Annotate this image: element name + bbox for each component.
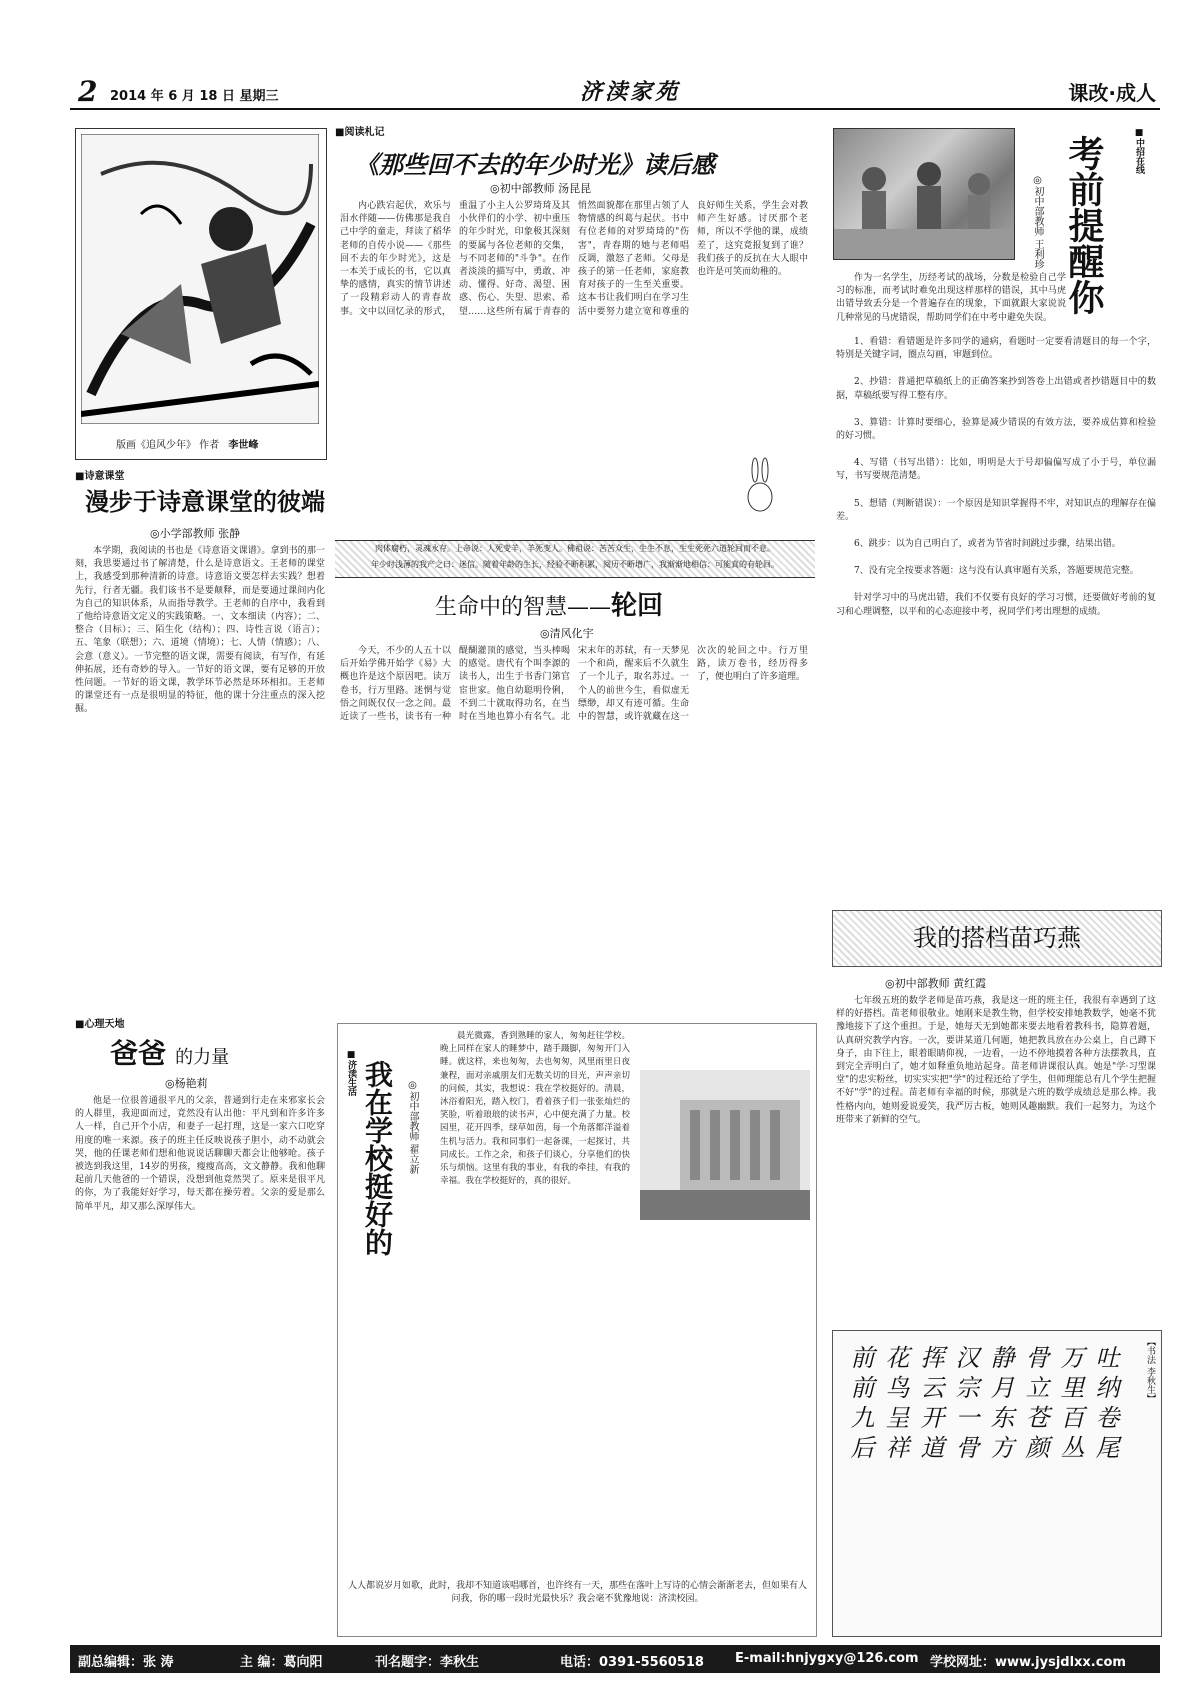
woodcut-frame [75, 128, 327, 460]
calligraphy-column: 花鸟呈祥 [881, 1345, 909, 1465]
wisdom-body: 今天，不少的人五十以后开始学佛开始学《易》大概也许是这个原因吧。读万卷书，行万里路。迷惘与觉悟之间既仅仅一念之间。最近读了一些书，读书有一种醍醐灌顶的感觉，当头棒喝的感觉。唐代有个叫李源的读书人，出生于书香门第官宦世家。他自幼聪明伶俐，不到二十就取得功名，在当时在当地也算小有名气。北宋末年的苏轼，有一天梦见一个和尚，醒来后不久就生了一个儿子，取名苏过。一个人的前世今生，看似虚无缥缈，却又有迹可循。生命中的智慧，或许就藏在这一次次的轮回之中。行万里路，读万卷书，经历得多了，便也明白了许多道理。 [340, 646, 808, 723]
exam-tip: 6、跳步：以为自己明白了，或者为节省时间跳过步骤，结果出错。 [854, 539, 1121, 550]
calligraphy-columns [843, 1345, 1123, 1625]
readnote-byline: ◎初中部教师 汤昆昆 [490, 182, 592, 195]
family-title-rest: 的力量 [175, 1047, 230, 1068]
quote-line-2: 年少时浅薄的我产之曰：迷信。随着年龄的生长，经验不断积累，阅历不断增广，我渐渐地相信：可能真的有轮回。 [371, 560, 779, 569]
rabbit-icon [730, 455, 790, 515]
exam-tip: 3、算错：计算时要细心，验算是减少错误的有效方法，要养成估算和检验的好习惯。 [836, 417, 1156, 442]
readnote-body: 内心跌宕起伏，欢乐与泪水伴随——仿佛那是我自己中学的童走，拜读了稻华老师的自传小说——《那些回不去的年少时光》，这是一本关于成长的书，它以真挚的感情，真实的情节讲述了一段精彩动人的青春故事。文中以回忆录的形式，重温了小主人公罗琦琦及其小伙伴们的小学、初中重压的年少时光，印象极其深刻的要属与各位老师的交集，与不同老师的"斗争"。在作者淡淡的描写中，勇敢、冲动、懂得、好奇、渴望、困惑、伤心、失望、思索、希望……这些所有属于青春的悄然面貌都在那里占领了人物情感的纠葛与起伏。书中有位老师的对罗琦琦的"伤害"，青春期的她与老师唱反调，激怒了老师。父母是孩子的第一任老师，家庭教育对孩子的一生至关重要。这本书让我们明白在学习生活中要努力建立宽和尊重的良好师生关系，学生会对教师产生好感。讨厌那个老师，所以不学他的课，成绩差了，这究竟报复到了谁？我们孩子的反抗在大人眼中也许是可笑而幼稚的。 [340, 201, 808, 317]
family-title [110, 1032, 229, 1072]
calligraphy-column: 吐纳卷尾 [1091, 1345, 1119, 1465]
footer-chief: 主 编：葛向阳 [240, 1655, 323, 1670]
exam-tips [836, 336, 1156, 906]
exam-tip: 4、写错（书写出错）：比如，明明是大于号却偏偏写成了小于号，单位漏写，书写要规范清楚。 [836, 458, 1156, 482]
calligraphy-column: 汉宗一骨 [951, 1345, 979, 1465]
exam-outro: 针对学习中的马虎出错，我们不仅要有良好的学习习惯，还要做好考前的复习和心理调整，以平和的心态迎接中考，祝同学们考出理想的成绩。 [836, 593, 1156, 617]
exam-photo [833, 128, 1015, 260]
footer-editor: 副总编辑：张 涛 [78, 1655, 174, 1670]
calligraphy-column: 万里百丛 [1056, 1345, 1084, 1465]
exam-tip: 5、想错（判断错误）：一个原因是知识掌握得不牢，对知识点的理解存在偏差。 [836, 498, 1156, 522]
woodcut-caption: 版画《追风少年》 作者 李世峰 [116, 440, 259, 451]
calligraphy-frame [832, 1330, 1162, 1637]
calligraphy-column: 前前九后 [846, 1345, 874, 1465]
issue-date: 2014 年 6 月 18 日 星期三 [110, 89, 279, 104]
calligraphy-tag: 【书法 李秋生】 [1145, 1337, 1155, 1403]
header-rule [70, 108, 1160, 110]
campus-title: 我在学校挺好的 [361, 1060, 394, 1256]
rabbit-illustration [730, 455, 790, 515]
exam-vtag: ■中招在线 [1134, 128, 1144, 174]
exam-tip: 2、抄错：普通把草稿纸上的正确答案抄到答卷上出错或者抄错题目中的数据，草稿纸要写得工整有序。 [836, 377, 1156, 401]
campus-poem: 人人都说岁月如歌，此时，我却不知道该唱哪首，也许终有一天，那些在落叶上写诗的心情会渐渐老去，但如果有人问我，你的哪一段时光最快乐？我会毫不犹豫地说：济渎校园。 [347, 1581, 807, 1605]
section-title: 课改·成人 [1068, 81, 1156, 105]
school-building-image [640, 1070, 810, 1220]
quote-band [335, 540, 815, 578]
exam-tip: 1、看错：看错题是许多同学的通病，看题时一定要看清题目的每一个字，特别是关键字词，圈点勾画，审题到位。 [836, 337, 1156, 361]
calligraphy-column: 静月东方 [986, 1345, 1014, 1465]
page-number: 2 [78, 75, 98, 108]
woodcut-author: 李世峰 [228, 440, 259, 451]
poetry-body: 本学期，我阅读的书也是《诗意语文课谱》。拿到书的那一刻，我思要通过书了解清楚，什么是诗意语文。王老师的课堂上，我感受到那种清新的诗意。诗意语文要怎样去实践？想着先行，行者无疆。我们该书不是要颠释，而是要通过课间内化为自己的知识体系，从而指导教学。王老师的自序中，我看到了他给诗意语文定义的实践策略。一、文本细读（内容）；二、整合（目标）；三、陌生化（结构）；四、诗性言说（语言）；五、笔象（联想）；六、道境（情境）；七、人情（情感）；八、会意（意义）。一节完整的语文课，需要有阅读，有写作，有延伸拓展，还有奇妙的导入。一节好的语文课，要有足够的开放性问题。一节好的语文课，教学环节必然是环环相扣。王老师的课堂还有一点是很明显的特征，他的课十分注重点的深入挖掘。 [75, 546, 325, 715]
campus-photo [640, 1070, 810, 1220]
poetry-byline: ◎小学部教师 张静 [150, 527, 241, 540]
page-header [70, 75, 1160, 107]
exam-title: 考前提醒你 [1063, 135, 1105, 315]
footer-email: E-mail:hnjygxy@126.com [735, 1651, 919, 1666]
calligraphy-column: 骨立苍颜 [1021, 1345, 1049, 1465]
partner-body: 七年级五班的数学老师是苗巧燕，我是这一班的班主任，我很有幸遇到了这样的好搭档。苗老师很敬业。她刚来是教生物，但学校安排她教数学，她毫不犹豫地接下了这个重担。于是，她每天无到她都来要去地看着教科书，隐算着题，认真研究教学内容。一次，要讲某道几何题，她把教具放在办公桌上，自己蹲下身子，由下往上，眼着眼睛仰视，一边看，一边不停地摸着各种方法摆教具，直到完全弄明白了，她才如释重负地站起身。苗老师讲课很认真。她是"学·习型课堂"的忠实粉丝，切实实实把"学"的过程还给了学生，但师理能总有几个学生把握不好"学"的过程。苗老师有幸福的时候，那就是六班的数学成绩总是那么棒。我性格内向，她则爱说爱笑，我严厉古板，她则风趣幽默。我们一起努力，为这个班带来了新鲜的空气。 [836, 996, 1156, 1125]
partner-byline: ◎初中部教师 黄红霞 [885, 977, 987, 990]
partner-title-box [832, 910, 1162, 967]
wisdom-byline: ◎清风化宇 [540, 627, 594, 640]
partner-title: 我的搭档苗巧燕 [913, 924, 1081, 952]
family-body: 他是一位很普通很平凡的父亲，普通到行走在来邪家长会的人群里，我迎面而过，竟然没有认出他：平凡到和许多许多人一样，自己开个小店，和妻子一起打理，这是一家六口吃穿用度的唯一来源。孩子的班主任反映说孩子胆小，动不动就会哭，他的任课老师们想和他说说话聊聊天都会让他够呛。孩子被选到我这里，14岁的男孩，瘦瘦高高，文文静静。我和他聊起前几天他爸的一个错误，没想到他竟然哭了。原来是很平凡的你，为了我能好好学习，每天都在操劳着。父亲的爱是那么简单平凡，却又那么深厚伟大。 [75, 1096, 325, 1212]
family-byline: ◎杨艳莉 [165, 1077, 208, 1090]
poetry-title: 漫步于诗意课堂的彼端 [85, 487, 325, 516]
footer-phone: 电话：0391-5560518 [560, 1655, 704, 1670]
exam-intro: 作为一名学生，历经考试的战场，分数是检验自己学习的标准，而考试时难免出现这样那样的错误，其中马虎出错导致丢分是一个普遍存在的现象，下面就跟大家说说几种常见的马虎错误，帮助同学们在中考中避免失误。 [836, 273, 1066, 323]
calligraphy-column: 挥云开道 [916, 1345, 944, 1465]
family-title-big: 爸爸 [110, 1037, 167, 1070]
readnote-title: 《那些回不去的年少时光》读后感 [355, 150, 715, 179]
footer-title-writer: 刊名题字：李秋生 [375, 1655, 480, 1670]
campus-byline: ◎初中部教师 翟立新 [407, 1080, 418, 1175]
campus-body-lower [345, 1390, 810, 1570]
masthead: 济渎家苑 [580, 79, 681, 105]
exam-byline: ◎初中部教师 王利珍 [1032, 175, 1043, 270]
exam-tip: 7、没有完全按要求答题：这与没有认真审题有关系，答题要规范完整。 [854, 566, 1139, 577]
woodcut-image [81, 134, 319, 424]
campus-vtag: ■济渎生活 [346, 1050, 356, 1096]
readnote-tag: ■阅读札记 [335, 127, 385, 138]
family-tag: ■心理天地 [75, 1019, 125, 1030]
wisdom-title: 生命中的智慧——轮回 [435, 591, 664, 621]
quote-line-1: 肉体腐朽，灵魂永存。上帝说：人死变羊，羊死变人。佛祖说：苦苦众生，生生不息，生生死死六道轮回而不息。 [375, 544, 775, 553]
campus-body: 晨光微露，香到熟睡的家人，匆匆赶往学校。晚上同样在家人的睡梦中，踏手蹑脚，匆匆开门入睡。就这样，来也匆匆，去也匆匆，风里雨里日夜兼程，面对亲戚朋友们无数关切的目光，声声亲切的问候，其实，我想说：我在学校挺好的。清晨，沐浴着阳光，踏入校门，看着孩子们一张张灿烂的笑脸，听着琅琅的读书声，心中便充满了力量。校园里，花开四季，绿草如茵，每一个角落都洋溢着生机与活力。我和同事们一起备课，一起探讨，共同成长。工作之余，和孩子们谈心，分享他们的快乐与烦恼。这里有我的事业，有我的牵挂，有我的幸福。我在学校挺好的，真的很好。 [440, 1031, 630, 1187]
footer-bar [70, 1645, 1160, 1673]
poetry-tag: ■诗意课堂 [75, 471, 125, 482]
footer-site: 学校网址：www.jysjdlxx.com [930, 1655, 1126, 1670]
classroom-image [834, 129, 1014, 259]
